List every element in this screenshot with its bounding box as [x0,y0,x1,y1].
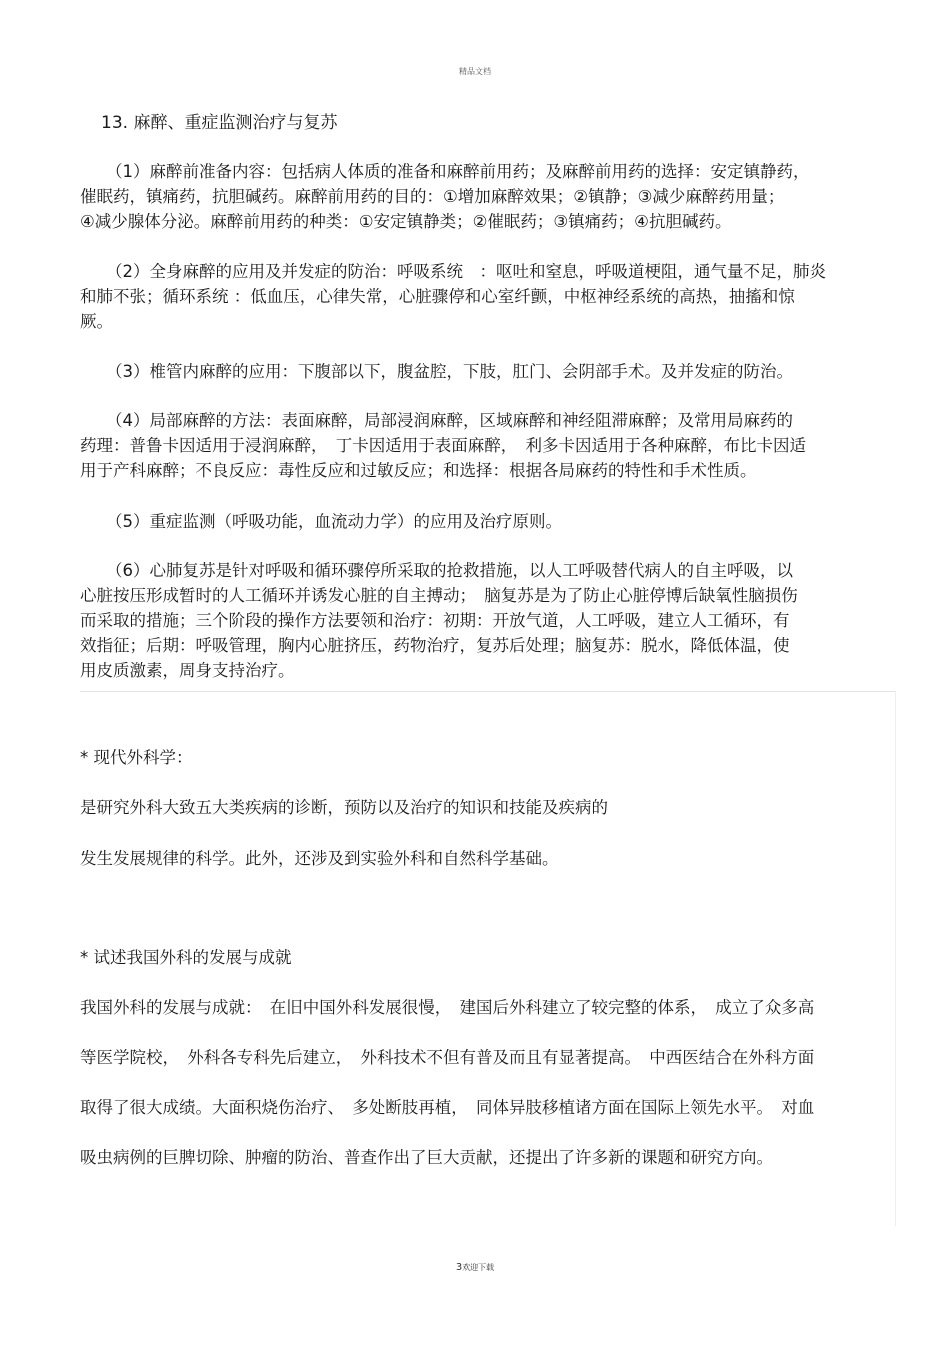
paragraph-6-line: 而采取的措施；三个阶段的操作方法要领和治疗：初期：开放气道，人工呼吸，建立人工循环，有 [80,611,790,630]
paragraph-5-line: （5）重症监测（呼吸功能，血流动力学）的应用及治疗原则。 [106,512,562,531]
paragraph-6-line: 效指征；后期：呼吸管理，胸内心脏挤压，药物治疗，复苏后处理；脑复苏：脱水，降低体温，使 [80,636,790,655]
paragraph-2-line: 和肺不张；循环系统 ：低血压，心律失常，心脏骤停和心室纤颤，中枢神经系统的高热，抽搐和惊 [80,287,795,306]
paragraph-4-line: （4）局部麻醉的方法：表面麻醉，局部浸润麻醉，区域麻醉和神经阻滞麻醉；及常用局麻药的 [106,411,793,430]
section-divider [80,691,896,692]
china-surgery-line: 我国外科的发展与成就： 在旧中国外科发展很慢， 建国后外科建立了较完整的体系， 成立了众多高 [80,998,815,1017]
china-surgery-line: 取得了很大成绩。大面积烧伤治疗、 多处断肢再植， 同体异肢移植诸方面在国际上领先水平。 对血 [80,1098,815,1117]
paragraph-1-line: ④减少腺体分泌。麻醉前用药的种类：①安定镇静类；②催眠药；③镇痛药；④抗胆碱药。 [80,212,732,231]
china-surgery-heading: * 试述我国外科的发展与成就 [80,948,292,967]
china-surgery-line: 吸虫病例的巨脾切除、肿瘤的防治、普查作出了巨大贡献，还提出了许多新的课题和研究方向。 [80,1148,773,1167]
paragraph-3-line: （3）椎管内麻醉的应用：下腹部以下，腹盆腔，下肢，肛门、会阴部手术。及并发症的防治。 [106,362,793,381]
paragraph-4-line: 药理：普鲁卡因适用于浸润麻醉， 丁卡因适用于表面麻醉， 利多卡因适用于各种麻醉，布比卡因适 [80,436,806,455]
paragraph-2-line: 厥。 [80,312,113,331]
page-header: 精品文档 [459,67,491,76]
paragraph-4-line: 用于产科麻醉；不良反应：毒性反应和过敏反应；和选择：根据各局麻药的特性和手术性质。 [80,461,757,480]
paragraph-2-line: （2）全身麻醉的应用及并发症的防治：呼吸系统 ：呕吐和窒息，呼吸道梗阻，通气量不足，肺炎 [106,262,826,281]
modern-surgery-heading: * 现代外科学： [80,748,193,767]
paragraph-6-line: 心脏按压形成暂时的人工循环并诱发心脏的自主搏动； 脑复苏是为了防止心脏停博后缺氧性脑损伤 [80,586,798,605]
modern-surgery-line: 发生发展规律的科学。此外，还涉及到实验外科和自然科学基础。 [80,849,559,868]
section-title: 13. 麻醉、重症监测治疗与复苏 [101,113,338,133]
paragraph-6-line: （6）心肺复苏是针对呼吸和循环骤停所采取的抢救措施，以人工呼吸替代病人的自主呼吸，以 [106,561,793,580]
paragraph-1-line: 催眠药，镇痛药，抗胆碱药。麻醉前用药的目的：①增加麻醉效果；②镇静；③减少麻醉药用量； [80,187,785,206]
modern-surgery-line: 是研究外科大致五大类疾病的诊断，预防以及治疗的知识和技能及疾病的 [80,798,608,817]
page-number: 3 [455,1262,463,1273]
page-footer [0,1262,950,1273]
table-border-line [895,691,896,1226]
footer-text: 欢迎下载 [462,1263,495,1272]
china-surgery-line: 等医学院校， 外科各专科先后建立， 外科技术不但有普及而且有显著提高。 中西医结合在外科方面 [80,1048,815,1067]
paragraph-6-line: 用皮质激素，周身支持治疗。 [80,661,295,680]
paragraph-1-line: （1）麻醉前准备内容：包括病人体质的准备和麻醉前用药；及麻醉前用药的选择：安定镇静药， [106,162,810,181]
